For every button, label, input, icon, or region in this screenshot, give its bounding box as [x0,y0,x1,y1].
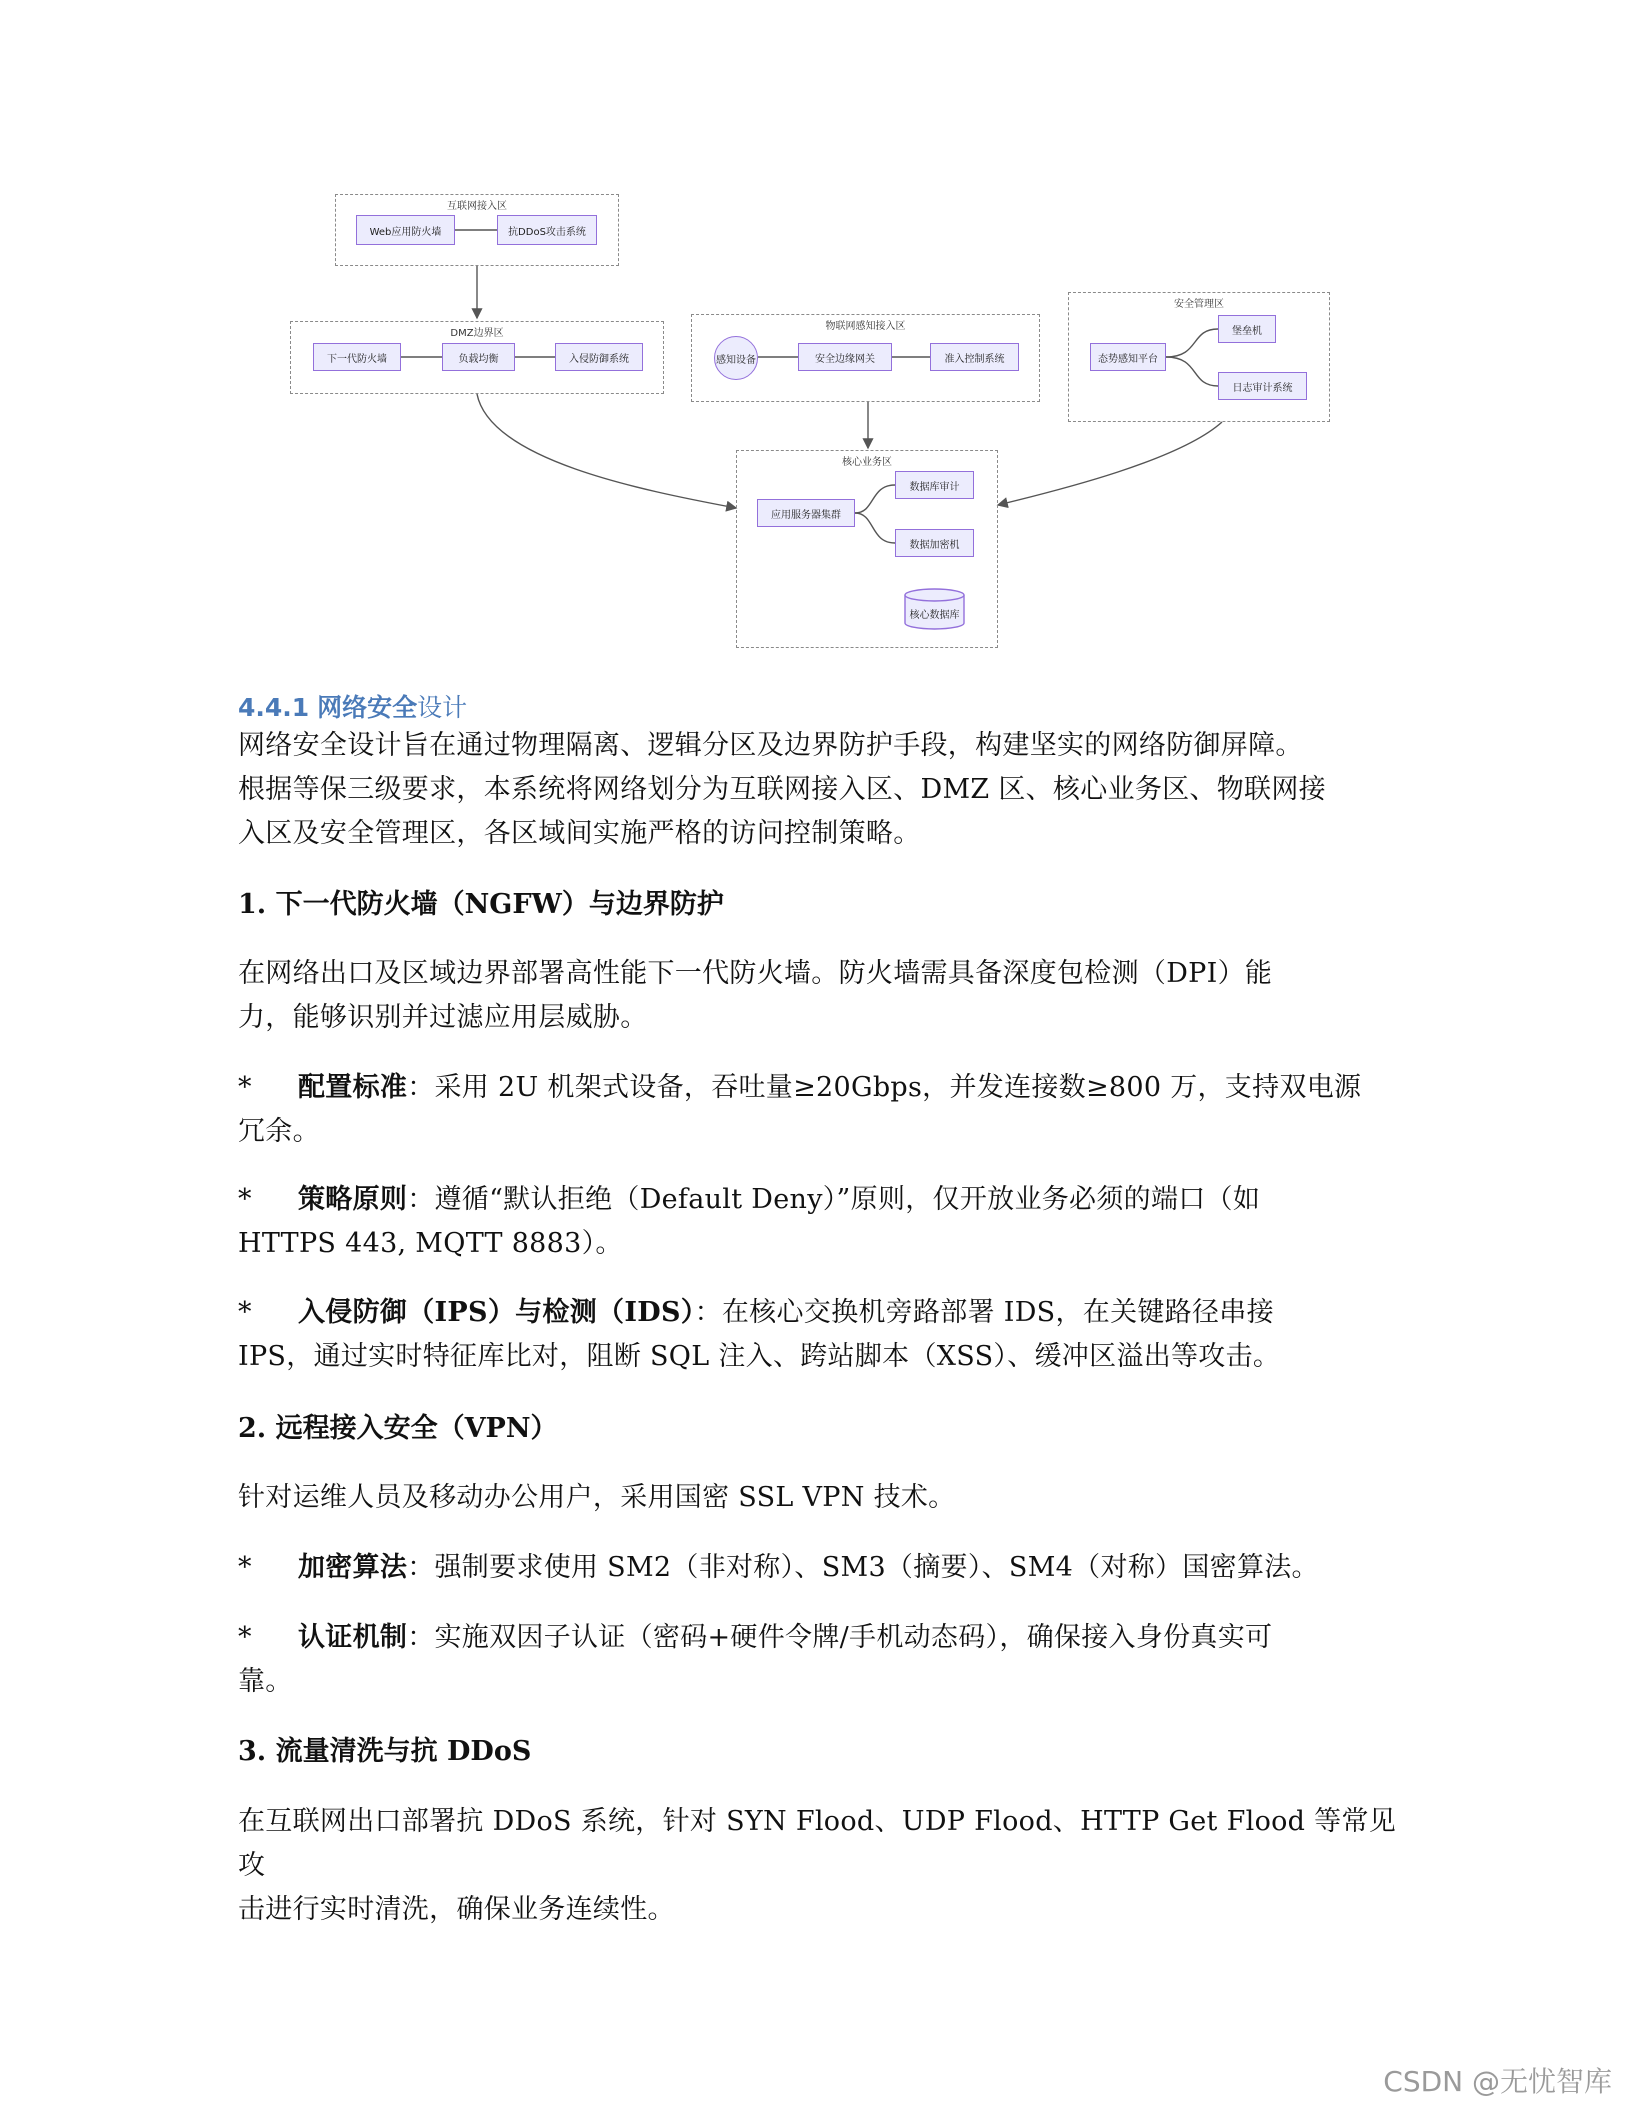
item-2-line: 针对运维人员及移动办公用户，采用国密 SSL VPN 技术。 [238,1482,956,1513]
bullet-text-cont: 冗余。 [238,1116,320,1147]
zone-iot-title: 物联网感知接入区 [825,321,906,332]
bullet-mark: * [238,1297,252,1328]
bullet-text: ：遵循“默认拒绝（Default Deny）”原则，仅开放业务必须的端口（如 [407,1184,1261,1215]
node-db-encrypt: 数据加密机 [895,529,974,557]
zone-dmz-title: DMZ边界区 [450,328,504,339]
bullet-mark: * [238,1072,252,1103]
bullet-text-cont: IPS，通过实时特征库比对，阻断 SQL 注入、跨站脚本（XSS）、缓冲区溢出等攻击。 [238,1341,1281,1372]
bullet-ips-ids [238,1291,1398,1379]
node-ngfw: 下一代防火墙 [313,343,401,371]
node-situation-awareness: 态势感知平台 [1090,343,1166,371]
bullet-text-cont: HTTPS 443, MQTT 8883）。 [238,1228,623,1259]
intro-paragraph [238,724,1398,856]
bullet-config-standard [238,1066,1398,1154]
link-dmz-core [477,394,736,508]
intro-line: 入区及安全管理区，各区域间实施严格的访问控制策略。 [238,818,921,849]
bullet-mark: * [238,1622,252,1653]
node-ips: 入侵防御系统 [555,343,643,371]
item-3-paragraph [238,1800,1398,1932]
item-1-line: 在网络出口及区域边界部署高性能下一代防火墙。防火墙需具备深度包检测（DPI）能 [238,958,1273,989]
bullet-authentication [238,1616,1398,1704]
item-2-paragraph [238,1476,1398,1520]
bullet-encryption-algorithm [238,1546,1398,1590]
node-log-audit: 日志审计系统 [1218,372,1307,400]
item-3-line: 在互联网出口部署抗 DDoS 系统，针对 SYN Flood、UDP Flood、HTTP Get Flood 等常见攻 [238,1806,1397,1881]
bullet-label: 认证机制 [298,1622,408,1653]
item-2-heading: 2. 远程接入安全（VPN） [238,1413,558,1444]
section-title-rest: 设计 [417,693,468,722]
intro-line: 网络安全设计旨在通过物理隔离、逻辑分区及边界防护手段，构建坚实的网络防御屏障。 [238,730,1303,761]
node-anti-ddos: 抗DDoS攻击系统 [497,215,597,245]
zone-mgmt-title: 安全管理区 [1174,299,1224,310]
bullet-text: ：实施双因子认证（密码+硬件令牌/手机动态码），确保接入身份真实可 [407,1622,1273,1653]
zone-core-title: 核心业务区 [842,457,892,468]
bullet-text-cont: 靠。 [238,1666,293,1697]
bullet-mark: * [238,1184,252,1215]
node-db-audit: 数据库审计 [895,471,974,499]
csdn-watermark: CSDN @无忧智库 [1383,2065,1612,2098]
bullet-text: ：强制要求使用 SM2（非对称）、SM3（摘要）、SM4（对称）国密算法。 [407,1552,1319,1583]
node-sensor: 感知设备 [714,336,758,380]
bullet-mark: * [238,1552,252,1583]
bullet-policy-principle [238,1178,1398,1266]
bullet-label: 策略原则 [298,1184,408,1215]
zone-internet-title: 互联网接入区 [447,201,507,212]
item-1-paragraph [238,952,1398,1040]
node-core-database-label: 核心数据库 [909,609,960,621]
bullet-label: 入侵防御（IPS）与检测（IDS） [298,1297,695,1328]
link-mgmt-core [998,422,1222,505]
node-nac: 准入控制系统 [930,343,1019,371]
node-bastion: 堡垒机 [1218,315,1276,343]
node-edge-gateway: 安全边缘网关 [798,343,892,371]
bullet-text: ：采用 2U 机架式设备，吞吐量≥20Gbps，并发连接数≥800 万，支持双电源 [407,1072,1362,1103]
node-app-cluster: 应用服务器集群 [757,499,855,527]
item-3-line: 击进行实时清洗，确保业务连续性。 [238,1894,675,1925]
section-title-strong: 网络安全 [317,693,418,722]
item-1-line: 力，能够识别并过滤应用层威胁。 [238,1002,648,1033]
node-waf: Web应用防火墙 [356,215,455,245]
bullet-label: 配置标准 [298,1072,408,1103]
item-1-heading: 1. 下一代防火墙（NGFW）与边界防护 [238,889,724,920]
bullet-text: ：在核心交换机旁路部署 IDS，在关键路径串接 [694,1297,1274,1328]
bullet-label: 加密算法 [298,1552,408,1583]
item-3-heading: 3. 流量清洗与抗 DDoS [238,1736,532,1767]
intro-line: 根据等保三级要求，本系统将网络划分为互联网接入区、DMZ 区、核心业务区、物联网接 [238,774,1326,805]
network-architecture-diagram [0,0,1632,680]
node-load-balancer: 负载均衡 [442,343,515,371]
node-core-database [903,587,966,631]
section-title [238,688,467,724]
section-number: 4.4.1 [238,693,310,722]
